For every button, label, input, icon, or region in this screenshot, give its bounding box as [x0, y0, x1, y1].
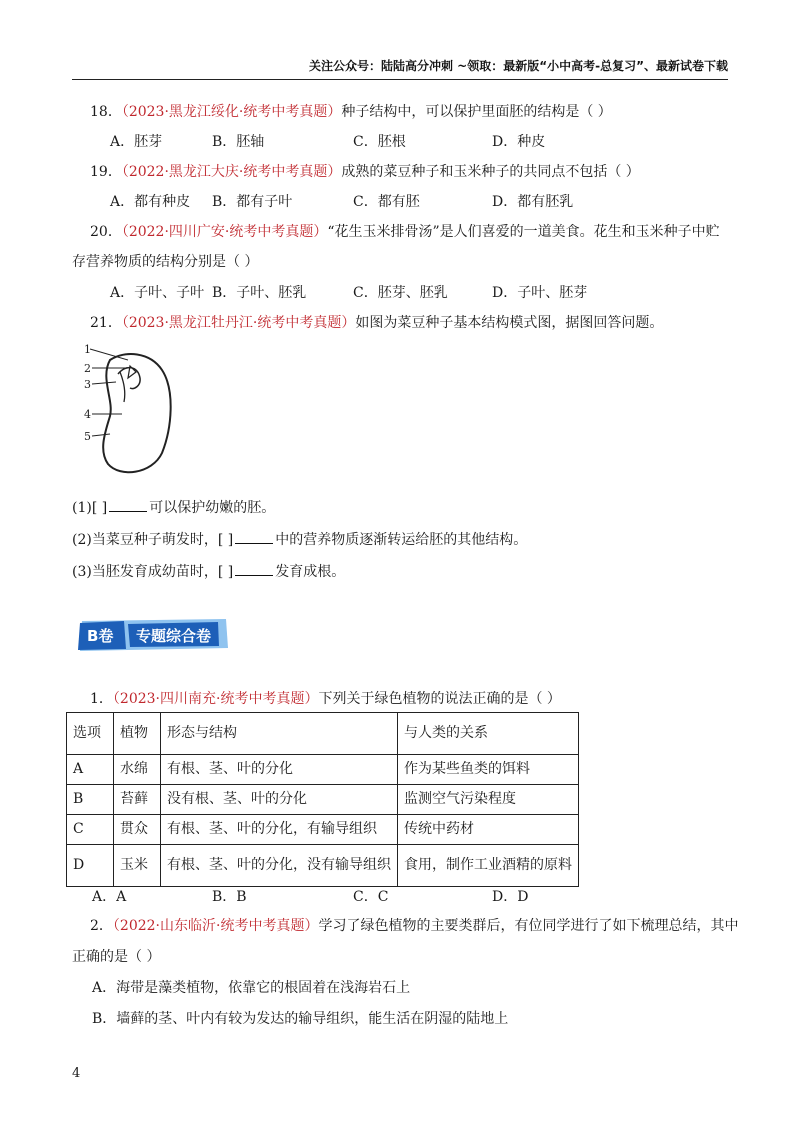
- question-stem-continued: 正确的是（ ）: [72, 949, 161, 965]
- table-cell: 苔藓: [114, 785, 161, 815]
- subquestion-prefix: (2)当菜豆种子萌发时，[ ]: [72, 532, 234, 548]
- option-b: B．子叶、胚乳: [212, 285, 307, 301]
- subquestion-prefix: (1)[ ]: [72, 500, 108, 516]
- table-cell: 玉米: [114, 845, 161, 887]
- question-number: 2．: [90, 918, 113, 934]
- diagram-label-4: 4: [84, 408, 91, 421]
- b-question-1: [90, 688, 561, 708]
- subquestion-text: 中的营养物质逐渐转运给胚的其他结构。: [275, 532, 528, 548]
- question-stem: 成熟的菜豆种子和玉米种子的共同点不包括（ ）: [341, 164, 640, 180]
- question-19: [90, 161, 640, 181]
- banner-left-text: B卷: [87, 627, 114, 645]
- table-row: [67, 815, 579, 845]
- answer-blank: [235, 563, 273, 576]
- option-a: A．胚芽: [110, 134, 163, 150]
- bean-seed-diagram: [80, 338, 180, 478]
- question-stem: 学习了绿色植物的主要类群后，有位同学进行了如下梳理总结，其中: [318, 918, 739, 934]
- question-20: [90, 221, 720, 241]
- option-a: A．海带是藻类植物，依靠它的根固着在浅海岩石上: [92, 980, 411, 996]
- question-source: （2023·黑龙江绥化·统考中考真题）: [121, 104, 342, 120]
- question-stem: 下列关于绿色植物的说法正确的是（ ）: [318, 691, 561, 707]
- option-c: C．C: [353, 889, 389, 905]
- b-question-2: [90, 915, 738, 935]
- table-header-cell: 选项: [67, 713, 114, 755]
- question-number: 1．: [90, 691, 113, 707]
- table-cell: 监测空气污染程度: [398, 785, 579, 815]
- table-row: [67, 845, 579, 887]
- table-cell: 贯众: [114, 815, 161, 845]
- question-source: （2023·黑龙江牡丹江·统考中考真题）: [121, 315, 356, 331]
- subquestion-prefix: (3)当胚发育成幼苗时，[ ]: [72, 564, 234, 580]
- table-cell: 水绵: [114, 755, 161, 785]
- option-b: B．墙藓的茎、叶内有较为发达的输导组织，能生活在阴湿的陆地上: [92, 1011, 509, 1027]
- table-cell: 有根、茎、叶的分化，没有输导组织: [161, 845, 398, 887]
- question-number: 19．: [90, 164, 122, 180]
- question-stem: 种子结构中，可以保护里面胚的结构是（ ）: [341, 104, 612, 120]
- table-cell: 没有根、茎、叶的分化: [161, 785, 398, 815]
- table-cell: 有根、茎、叶的分化: [161, 755, 398, 785]
- answer-blank: [109, 499, 147, 512]
- answer-blank: [235, 531, 273, 544]
- question-stem: “花生玉米排骨汤”是人们喜爱的一道美食。花生和玉米种子中贮: [327, 224, 720, 240]
- question-number: 21．: [90, 315, 122, 331]
- subquestion-text: 发育成根。: [275, 564, 346, 580]
- option-c: C．胚芽、胚乳: [353, 285, 448, 301]
- option-d: D．D: [492, 889, 529, 905]
- table-header-cell: 形态与结构: [161, 713, 398, 755]
- table-cell: B: [67, 785, 114, 815]
- option-c: C．都有胚: [353, 194, 420, 210]
- table-cell: C: [67, 815, 114, 845]
- question-stem: 如图为菜豆种子基本结构模式图，据图回答问题。: [355, 315, 664, 331]
- table-header-cell: 与人类的关系: [398, 713, 579, 755]
- subquestion-2: [72, 529, 527, 549]
- header-divider: [72, 79, 728, 80]
- option-b: B．胚轴: [212, 134, 265, 150]
- option-c: C．胚根: [353, 134, 406, 150]
- option-b: B．都有子叶: [212, 194, 293, 210]
- banner-right-text: 专题综合卷: [136, 627, 212, 645]
- question-source: （2023·四川南充·统考中考真题）: [112, 691, 319, 707]
- question-source: （2022·山东临沂·统考中考真题）: [112, 918, 319, 934]
- table-cell: 有根、茎、叶的分化，有输导组织: [161, 815, 398, 845]
- option-a: A．子叶、子叶: [110, 285, 205, 301]
- diagram-label-3: 3: [84, 378, 91, 391]
- table-cell: 作为某些鱼类的饵料: [398, 755, 579, 785]
- subquestion-1: [72, 497, 275, 517]
- diagram-label-1: 1: [84, 343, 91, 356]
- table-cell: 食用，制作工业酒精的原料: [398, 845, 579, 887]
- page-header: 关注公众号：陆陆高分冲刺 ~领取：最新版“小中高考-总复习”、最新试卷下载: [309, 59, 728, 73]
- table-cell: D: [67, 845, 114, 887]
- question-18: [90, 101, 612, 121]
- option-d: D．种皮: [492, 134, 546, 150]
- option-d: D．子叶、胚芽: [492, 285, 588, 301]
- diagram-label-5: 5: [84, 430, 91, 443]
- question-source: （2022·黑龙江大庆·统考中考真题）: [121, 164, 342, 180]
- table-header-row: [67, 713, 579, 755]
- table-row: [67, 785, 579, 815]
- subquestion-3: [72, 561, 345, 581]
- subquestion-text: 可以保护幼嫩的胚。: [149, 500, 276, 516]
- options-table: [66, 712, 579, 887]
- option-d: D．都有胚乳: [492, 194, 574, 210]
- table-cell: 传统中药材: [398, 815, 579, 845]
- option-b: B．B: [212, 889, 247, 905]
- diagram-label-2: 2: [84, 362, 91, 375]
- option-a: A．都有种皮: [110, 194, 191, 210]
- table-cell: A: [67, 755, 114, 785]
- question-source: （2022·四川广安·统考中考真题）: [121, 224, 328, 240]
- question-number: 18．: [90, 104, 122, 120]
- question-21: [90, 312, 663, 332]
- table-header-cell: 植物: [114, 713, 161, 755]
- question-number: 20．: [90, 224, 122, 240]
- section-banner: [78, 618, 230, 652]
- question-stem-continued: 存营养物质的结构分别是（ ）: [72, 254, 259, 270]
- table-row: [67, 755, 579, 785]
- page-number: 4: [72, 1066, 81, 1081]
- option-a: A．A: [92, 889, 127, 905]
